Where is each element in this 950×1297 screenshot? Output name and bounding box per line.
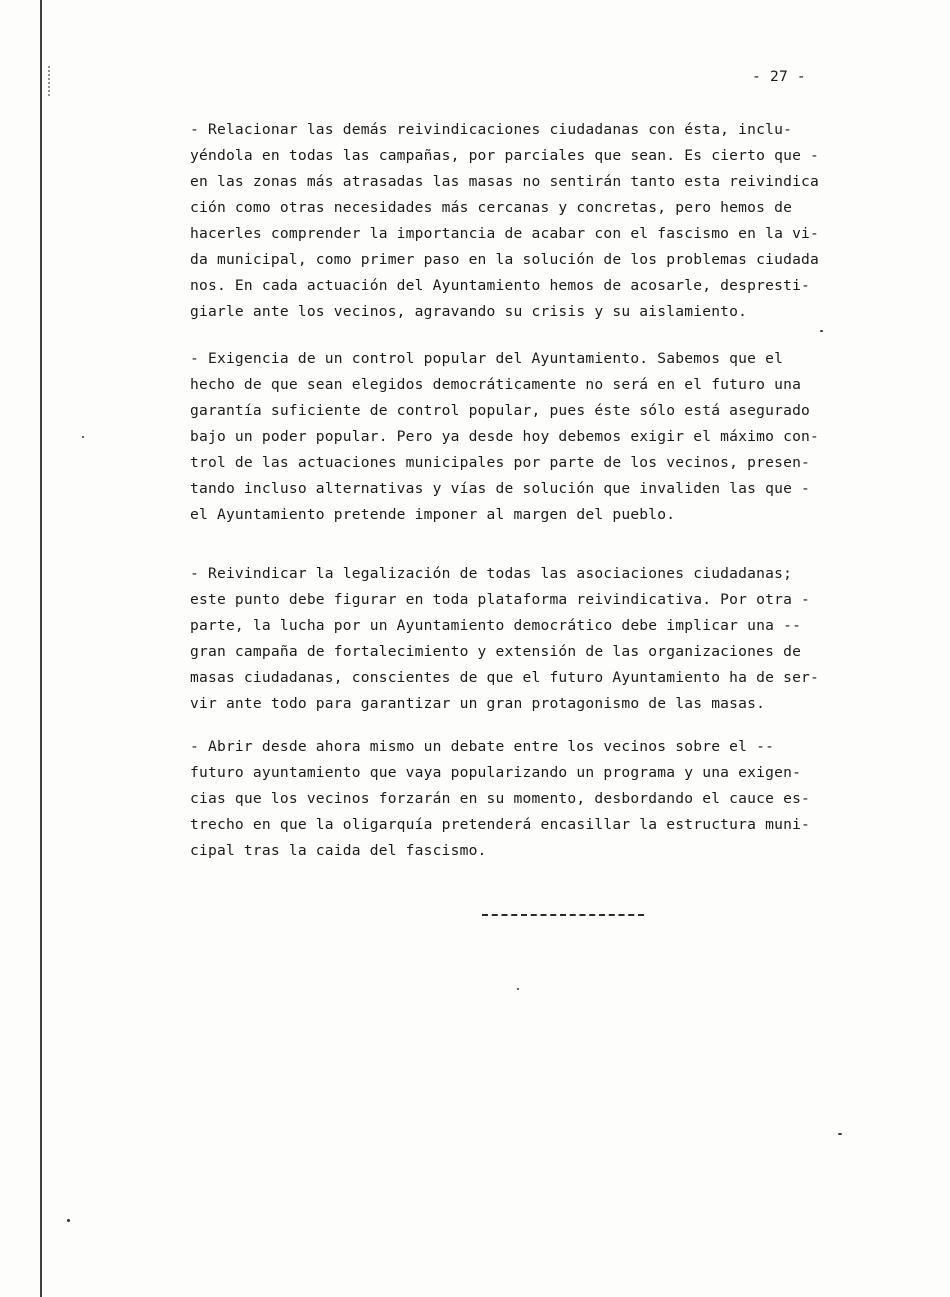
text-line: parte, la lucha por un Ayuntamiento democrático debe implicar una -- [190, 617, 802, 634]
text-line: trecho en que la oligarquía pretenderá encasillar la estructura muni- [190, 816, 811, 833]
text-line: - Reivindicar la legalización de todas las asociaciones ciudadanas; [190, 565, 793, 582]
text-line: yéndola en todas las campañas, por parciales que sean. Es cierto que - [190, 147, 820, 164]
paragraph-1 [190, 117, 880, 325]
text-line: hecho de que sean elegidos democráticamente no será en el futuro una [190, 376, 802, 393]
end-separator-rule [482, 914, 644, 916]
text-line: ción como otras necesidades más cercanas y concretas, pero hemos de [190, 199, 793, 216]
text-line: gran campaña de fortalecimiento y extensión de las organizaciones de [190, 643, 802, 660]
text-line: - Abrir desde ahora mismo un debate entre los vecinos sobre el -- [190, 738, 775, 755]
scan-speck [820, 330, 823, 332]
text-line: cias que los vecinos forzarán en su momento, desbordando el cauce es- [190, 790, 811, 807]
text-line: futuro ayuntamiento que vaya popularizando un programa y una exigen- [190, 764, 802, 781]
text-line: vir ante todo para garantizar un gran protagonismo de las masas. [190, 695, 766, 712]
text-line: da municipal, como primer paso en la solución de los problemas ciudada [190, 251, 820, 268]
text-line: nos. En cada actuación del Ayuntamiento hemos de acosarle, despresti- [190, 277, 811, 294]
text-line: giarle ante los vecinos, agravando su crisis y su aislamiento. [190, 303, 748, 320]
scan-speck [517, 988, 519, 990]
text-line: - Relacionar las demás reivindicaciones ciudadanas con ésta, inclu- [190, 121, 793, 138]
text-line: hacerles comprender la importancia de acabar con el fascismo en la vi- [190, 225, 820, 242]
text-line: en las zonas más atrasadas las masas no sentirán tanto esta reivindica [190, 173, 820, 190]
paragraph-2 [190, 346, 880, 528]
binding-edge-line [40, 0, 42, 1297]
scan-speck [838, 1133, 842, 1135]
text-line: cipal tras la caida del fascismo. [190, 842, 487, 859]
page-number: - 27 - [752, 68, 806, 85]
text-line: - Exigencia de un control popular del Ayuntamiento. Sabemos que el [190, 350, 784, 367]
text-line: garantía suficiente de control popular, pues éste sólo está asegurado [190, 402, 811, 419]
paragraph-4 [190, 734, 880, 864]
text-line: trol de las actuaciones municipales por parte de los vecinos, presen- [190, 454, 811, 471]
text-line: tando incluso alternativas y vías de solución que invaliden las que - [190, 480, 811, 497]
scan-speck [67, 1219, 70, 1222]
text-line: el Ayuntamiento pretende imponer al margen del pueblo. [190, 506, 676, 523]
text-line: bajo un poder popular. Pero ya desde hoy debemos exigir el máximo con- [190, 428, 820, 445]
scan-speck [82, 436, 84, 438]
text-line: masas ciudadanas, conscientes de que el futuro Ayuntamiento ha de ser- [190, 669, 820, 686]
binding-hole-marks [48, 66, 56, 96]
paragraph-3 [190, 561, 880, 717]
text-line: este punto debe figurar en toda plataforma reivindicativa. Por otra - [190, 591, 811, 608]
